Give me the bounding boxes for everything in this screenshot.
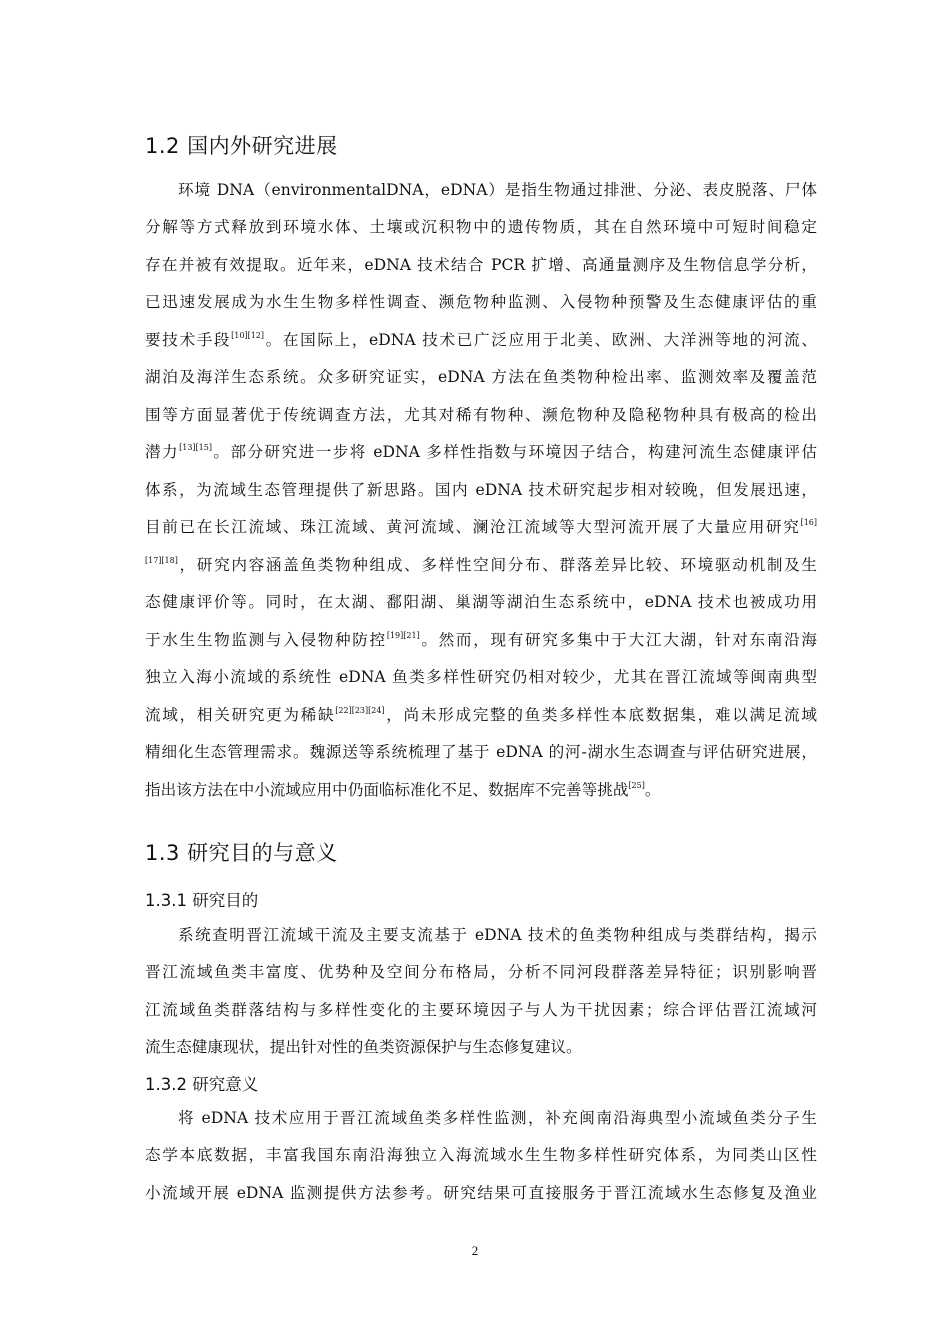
paragraph-line: 体系，为流域生态管理提供了新思路。国内 eDNA 技术研究起步相对较晚，但发展迅速， (145, 481, 817, 499)
paragraph-line: 小流域开展 eDNA 监测提供方法参考。研究结果可直接服务于晋江流域水生态修复及渔业 (145, 1184, 817, 1202)
paragraph-line: 目前已在长江流域、珠江流域、黄河流域、澜沧江流域等大型河流开展了大量应用研究[16] (145, 518, 817, 536)
section-heading-1-3: 1.3 研究目的与意义 (145, 841, 338, 865)
paragraph-line: [17][18]，研究内容涵盖鱼类物种组成、多样性空间分布、群落差异比较、环境驱动机制及生 (145, 556, 817, 574)
citation: [25] (628, 781, 645, 790)
subsection-heading-1-3-2: 1.3.2 研究意义 (145, 1075, 259, 1094)
paragraph-line: 存在并被有效提取。近年来，eDNA 技术结合 PCR 扩增、高通量测序及生物信息学分析， (145, 256, 817, 274)
paragraph-line: 已迅速发展成为水生生物多样性调查、濒危物种监测、入侵物种预警及生态健康评估的重 (145, 293, 817, 311)
page-number: 2 (471, 1243, 479, 1258)
citation: [16] (800, 518, 817, 527)
paragraph-line: 独立入海小流域的系统性 eDNA 鱼类多样性研究仍相对较少，尤其在晋江流域等闽南典型 (145, 668, 817, 686)
paragraph-line: 要技术手段[10][12]。在国际上，eDNA 技术已广泛应用于北美、欧洲、大洋洲等地的河流、 (145, 331, 817, 349)
paragraph-line: 流域，相关研究更为稀缺[22][23][24]，尚未形成完整的鱼类多样性本底数据集，难以满足流域 (145, 706, 817, 724)
paragraph-line: 围等方面显著优于传统调查方法，尤其对稀有物种、濒危物种及隐秘物种具有极高的检出 (145, 406, 817, 424)
paragraph-line: 潜力[13][15]。部分研究进一步将 eDNA 多样性指数与环境因子结合，构建河流生态健康评估 (145, 443, 817, 461)
paragraph-line: 分解等方式释放到环境水体、土壤或沉积物中的遗传物质，其在自然环境中可短时间稳定 (145, 218, 817, 236)
subsection-heading-1-3-1: 1.3.1 研究目的 (145, 891, 259, 910)
paragraph-line: 湖泊及海洋生态系统。众多研究证实，eDNA 方法在鱼类物种检出率、监测效率及覆盖范 (145, 368, 817, 386)
citation: [22][23][24] (335, 706, 385, 715)
section-heading-1-2: 1.2 国内外研究进展 (145, 134, 338, 158)
citation: [17][18] (145, 556, 178, 565)
paragraph-line: 态健康评价等。同时，在太湖、鄱阳湖、巢湖等湖泊生态系统中，eDNA 技术也被成功用 (145, 593, 817, 611)
citation: [19][21] (386, 631, 420, 640)
paragraph-line: 精细化生态管理需求。魏源送等系统梳理了基于 eDNA 的河-湖水生态调查与评估研究进展， (145, 743, 817, 761)
paragraph-line: 态学本底数据，丰富我国东南沿海独立入海流域水生生物多样性研究体系，为同类山区性 (145, 1146, 817, 1164)
citation: [10][12] (231, 331, 265, 340)
paragraph-line: 环境 DNA（environmentalDNA，eDNA）是指生物通过排泄、分泌、表皮脱落、尸体 (178, 181, 817, 199)
paragraph-line: 晋江流域鱼类丰富度、优势种及空间分布格局，分析不同河段群落差异特征；识别影响晋 (145, 963, 817, 981)
paragraph-line: 指出该方法在中小流域应用中仍面临标准化不足、数据库不完善等挑战[25]。 (145, 781, 661, 799)
paragraph-line: 江流域鱼类群落结构与多样性变化的主要环境因子与人为干扰因素；综合评估晋江流域河 (145, 1001, 817, 1019)
paragraph-line: 流生态健康现状，提出针对性的鱼类资源保护与生态修复建议。 (145, 1038, 582, 1056)
paragraph-line: 将 eDNA 技术应用于晋江流域鱼类多样性监测，补充闽南沿海典型小流域鱼类分子生 (178, 1109, 817, 1127)
paragraph-line: 系统查明晋江流域干流及主要支流基于 eDNA 技术的鱼类物种组成与类群结构，揭示 (178, 926, 817, 944)
citation: [13][15] (179, 443, 212, 452)
paragraph-line: 于水生生物监测与入侵物种防控[19][21]。然而，现有研究多集中于大江大湖，针对东南沿海 (145, 631, 817, 649)
